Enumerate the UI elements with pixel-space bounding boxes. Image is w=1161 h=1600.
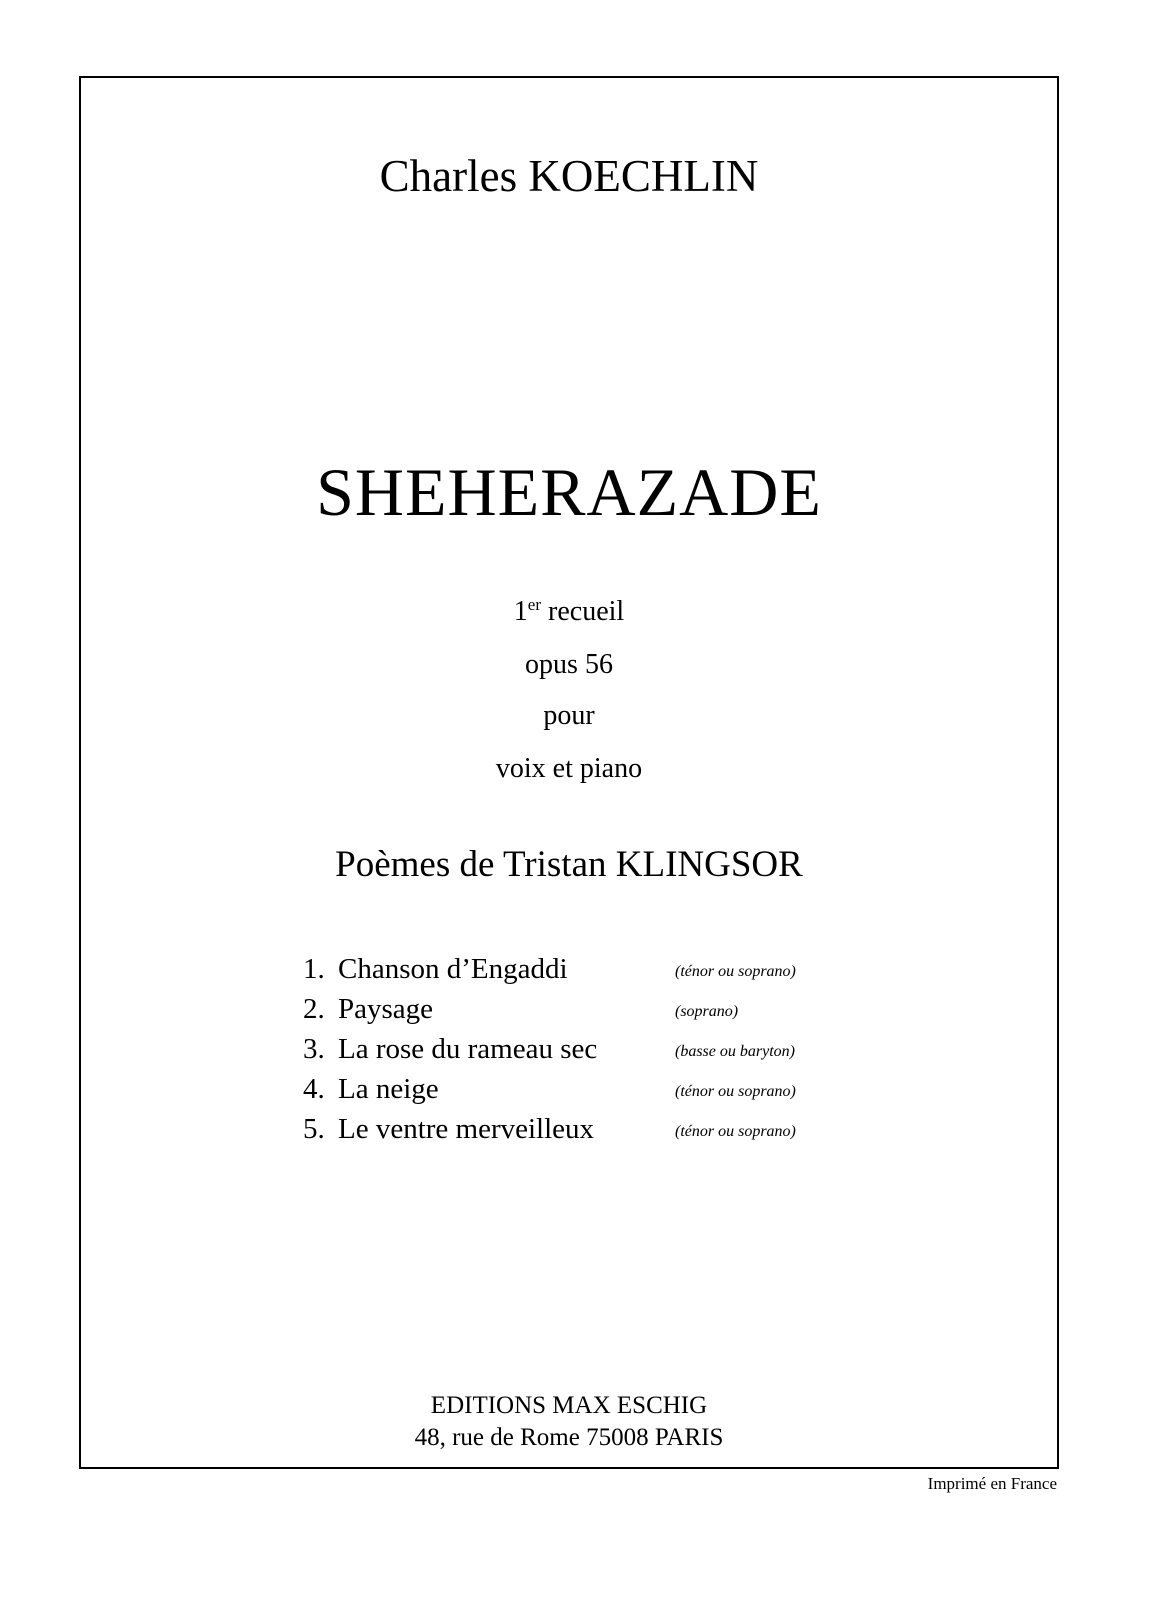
poet-credit: Poèmes de Tristan KLINGSOR [335, 844, 803, 885]
collection-ordinal-suffix: er [527, 595, 542, 614]
song-title: La neige [338, 1073, 439, 1105]
song-item [303, 951, 863, 991]
song-voice-type: (soprano) [675, 1003, 739, 1020]
song-item [303, 1111, 863, 1151]
pour-label: pour [543, 700, 595, 731]
collection-label [79, 594, 1059, 633]
composer-name: Charles KOECHLIN [379, 151, 759, 201]
song-number: 3. [303, 1033, 325, 1065]
song-title: La rose du rameau sec [338, 1033, 598, 1065]
song-title: Le ventre merveilleux [338, 1113, 595, 1145]
publisher-name: EDITIONS MAX ESCHIG [430, 1392, 708, 1419]
song-title: Chanson d’Engaddi [338, 953, 568, 985]
song-item [303, 1071, 863, 1111]
song-voice-type: (ténor ou soprano) [675, 1083, 796, 1100]
song-number: 4. [303, 1073, 325, 1105]
song-voice-type: (ténor ou soprano) [675, 1123, 796, 1140]
instrumentation: voix et piano [495, 753, 643, 784]
song-number: 5. [303, 1113, 325, 1145]
song-title: Paysage [338, 993, 434, 1025]
opus-number: opus 56 [525, 649, 613, 680]
song-number: 2. [303, 993, 325, 1025]
song-item [303, 1031, 863, 1071]
song-list [303, 951, 863, 1151]
work-title: SHEHERAZADE [316, 454, 822, 530]
song-item [303, 991, 863, 1031]
song-voice-type: (ténor ou soprano) [675, 963, 796, 980]
publisher-address: 48, rue de Rome 75008 PARIS [414, 1424, 724, 1451]
song-number: 1. [303, 953, 325, 985]
collection-word: recueil [548, 596, 625, 627]
song-voice-type: (basse ou baryton) [675, 1043, 795, 1060]
collection-number: 1 [513, 596, 528, 627]
printed-in-notice: Imprimé en France [927, 1474, 1057, 1493]
